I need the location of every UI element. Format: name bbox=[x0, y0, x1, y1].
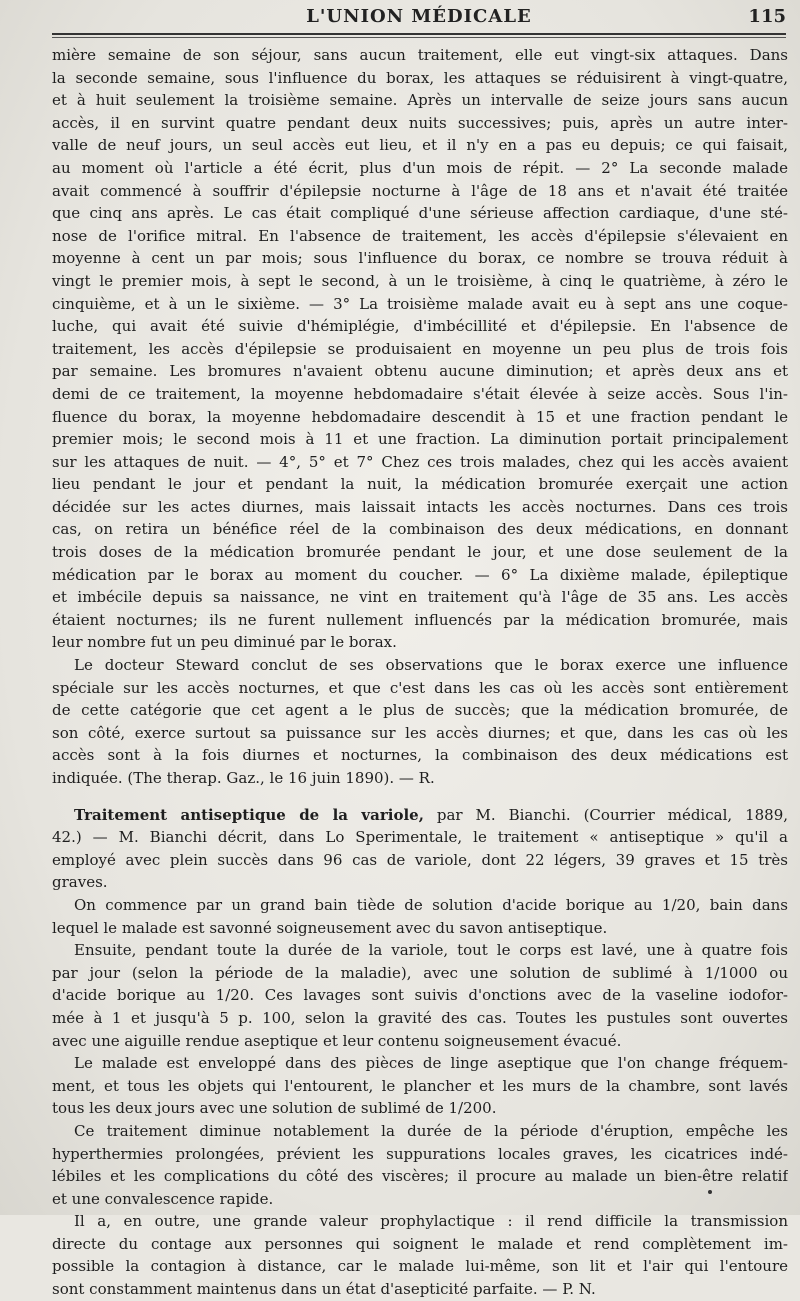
text-line: au moment où l'article a été écrit, plus d'un mois de répit. — 2° La seconde malade bbox=[52, 158, 788, 177]
text-line: directe du contage aux personnes qui soignent le malade et rend complètement im- bbox=[52, 1234, 788, 1253]
text-line: son côté, exerce surtout sa puissance sur les accès diurnes; et que, dans les cas où les bbox=[52, 723, 788, 742]
text-line: vingt le premier mois, à sept le second, à un le troisième, à cinq le quatrième, à zéro le bbox=[52, 271, 788, 290]
text-line: cas, on retira un bénéfice réel de la combinaison des deux médications, en donnant bbox=[52, 520, 788, 539]
text-line: sur les attaques de nuit. — 4°, 5° et 7° Chez ces trois malades, chez qui les accès avaient bbox=[52, 452, 788, 471]
text-line: que cinq ans après. Le cas était compliqué d'une sérieuse affection cardiaque, d'une sté- bbox=[52, 204, 788, 223]
text-line: avait commencé à souffrir d'épilepsie nocturne à l'âge de 18 ans et n'avait été traitée bbox=[52, 181, 788, 200]
text-line: décidée sur les actes diurnes, mais laissait intacts les accès nocturnes. Dans ces trois bbox=[52, 497, 788, 516]
paragraph-benefits bbox=[52, 1120, 788, 1210]
text-line: 42.) — M. Bianchi décrit, dans Lo Sperimentale, le traitement « antiseptique » qu'il a bbox=[52, 828, 788, 847]
text-line: mière semaine de son séjour, sans aucun traitement, elle eut vingt-six attaques. Dans bbox=[52, 46, 788, 64]
article-byline: par M. Bianchi. (Courrier médical, 1889, bbox=[423, 805, 788, 824]
text-line: tous les deux jours avec une solution de sublimé de 1/200. bbox=[52, 1099, 497, 1118]
text-line: et imbécile depuis sa naissance, ne vint en traitement qu'à l'âge de 35 ans. Les accès bbox=[52, 588, 788, 607]
header-rule bbox=[52, 33, 786, 35]
text-line: demi de ce traitement, la moyenne hebdomadaire s'était élevée à seize accès. Sous l'in- bbox=[52, 384, 788, 403]
text-line: On commence par un grand bain tiède de solution d'acide borique au 1/20, bain dans bbox=[74, 895, 788, 914]
text-line: Le docteur Steward conclut de ses observations que le borax exerce une influence bbox=[74, 656, 788, 675]
section-gap bbox=[52, 790, 788, 804]
text-line: Il a, en outre, une grande valeur prophylactique : il rend difficile la transmission bbox=[74, 1212, 788, 1231]
paragraph-linen bbox=[52, 1052, 788, 1120]
text-line: médication par le borax au moment du coucher. — 6° La dixième malade, épileptique bbox=[52, 565, 788, 584]
text-line: indiquée. (The therap. Gaz., le 16 juin 1890). — R. bbox=[52, 769, 435, 787]
article-body bbox=[52, 44, 788, 1301]
text-line: d'acide borique au 1/20. Ces lavages sont suivis d'onctions avec de la vaseline iodofor- bbox=[52, 986, 788, 1005]
page-header bbox=[52, 4, 786, 32]
text-line: traitement, les accès d'épilepsie se produisaient en moyenne un peu plus de trois fois bbox=[52, 339, 788, 358]
text-line: Ensuite, pendant toute la durée de la variole, tout le corps est lavé, une à quatre fois bbox=[74, 941, 788, 960]
text-line: moyenne à cent un par mois; sous l'influence du borax, ce nombre se trouva réduit à bbox=[52, 249, 788, 268]
text-line: par semaine. Les bromures n'avaient obtenu aucune diminution; et après deux ans et bbox=[52, 362, 788, 381]
text-line: la seconde semaine, sous l'influence du borax, les attaques se réduisirent à vingt-quatre, bbox=[52, 68, 788, 87]
text-line: ment, et tous les objets qui l'entourent, le plancher et les murs de la chambre, sont lavés bbox=[52, 1076, 788, 1095]
text-line: trois doses de la médication bromurée pendant le jour, et une dose seulement de la bbox=[52, 543, 788, 562]
text-line: accès, il en survint quatre pendant deux nuits successives; puis, après un autre inter- bbox=[52, 113, 788, 132]
text-line: avec une aiguille rendue aseptique et leur contenu soigneusement évacué. bbox=[52, 1031, 622, 1050]
text-line: valle de neuf jours, un seul accès eut lieu, et il n'y en a pas eu depuis; ce qui faisait, bbox=[52, 136, 788, 155]
running-title: L'UNION MÉDICALE bbox=[306, 6, 532, 27]
text-line: fluence du borax, la moyenne hebdomadaire descendit à 15 et une fraction pendant le bbox=[52, 407, 788, 426]
text-line: de cette catégorie que cet agent a le plus de succès; que la médication bromurée, de bbox=[52, 701, 788, 720]
text-line: et une convalescence rapide. bbox=[52, 1189, 274, 1208]
text-line: et à huit seulement la troisième semaine. Après un intervalle de seize jours sans aucun bbox=[52, 91, 788, 110]
paragraph-case-reports bbox=[52, 44, 788, 654]
header-rule-thin bbox=[52, 37, 786, 38]
text-line: graves. bbox=[52, 873, 108, 892]
text-line: accès sont à la fois diurnes et nocturnes, la combinaison des deux médications est bbox=[52, 746, 788, 765]
text-line: cinquième, et à un le sixième. — 3° La troisième malade avait eu à sept ans une coque- bbox=[52, 294, 788, 313]
text-line: mée à 1 et jusqu'à 5 p. 100, selon la gravité des cas. Toutes les pustules sont ouvertes bbox=[52, 1008, 788, 1027]
text-line: luche, qui avait été suivie d'hémiplégie, d'imbécillité et d'épilepsie. En l'absence de bbox=[52, 317, 788, 336]
paragraph-bath bbox=[52, 894, 788, 939]
text-line: étaient nocturnes; ils ne furent nullement influencés par la médication bromurée, mais bbox=[52, 610, 788, 629]
page-speck bbox=[708, 1190, 712, 1194]
text-line: spéciale sur les accès nocturnes, et que c'est dans les cas où les accès sont entièrement bbox=[52, 678, 788, 697]
text-line: Le malade est enveloppé dans des pièces de linge aseptique que l'on change fréquem- bbox=[74, 1054, 788, 1073]
text-line: hyperthermies prolongées, prévient les suppurations locales graves, les cicatrices indé- bbox=[52, 1144, 788, 1163]
paragraph-washing bbox=[52, 939, 788, 1052]
paragraph-prophylaxis bbox=[52, 1210, 788, 1300]
text-line: Ce traitement diminue notablement la durée de la période d'éruption, empêche les bbox=[74, 1121, 788, 1140]
article-title: Traitement antiseptique de la variole, bbox=[74, 805, 424, 824]
text-line: employé avec plein succès dans 96 cas de variole, dont 22 légers, 39 graves et 15 très bbox=[52, 850, 788, 869]
text-line: sont constamment maintenus dans un état d'asepticité parfaite. — P. N. bbox=[52, 1280, 596, 1299]
page-number: 115 bbox=[748, 6, 786, 27]
text-line: possible la contagion à distance, car le malade lui-même, son lit et l'air qui l'entoure bbox=[52, 1257, 788, 1276]
text-line: lébiles et les complications du côté des viscères; il procure au malade un bien-être relatif bbox=[52, 1167, 788, 1186]
text-line: leur nombre fut un peu diminué par le borax. bbox=[52, 633, 397, 652]
text-line: par jour (selon la période de la maladie), avec une solution de sublimé à 1/1000 ou bbox=[52, 963, 788, 982]
text-line: nose de l'orifice mitral. En l'absence de traitement, les accès d'épilepsie s'élevaient en bbox=[52, 226, 788, 245]
article-variole bbox=[52, 804, 788, 894]
article-heading-line bbox=[52, 804, 788, 827]
text-line: lieu pendant le jour et pendant la nuit, la médication bromurée exerçait une action bbox=[52, 475, 788, 494]
text-line: lequel le malade est savonné soigneusement avec du savon antiseptique. bbox=[52, 918, 608, 937]
paragraph-conclusion bbox=[52, 654, 788, 790]
text-line: premier mois; le second mois à 11 et une fraction. La diminution portait principalement bbox=[52, 430, 788, 449]
